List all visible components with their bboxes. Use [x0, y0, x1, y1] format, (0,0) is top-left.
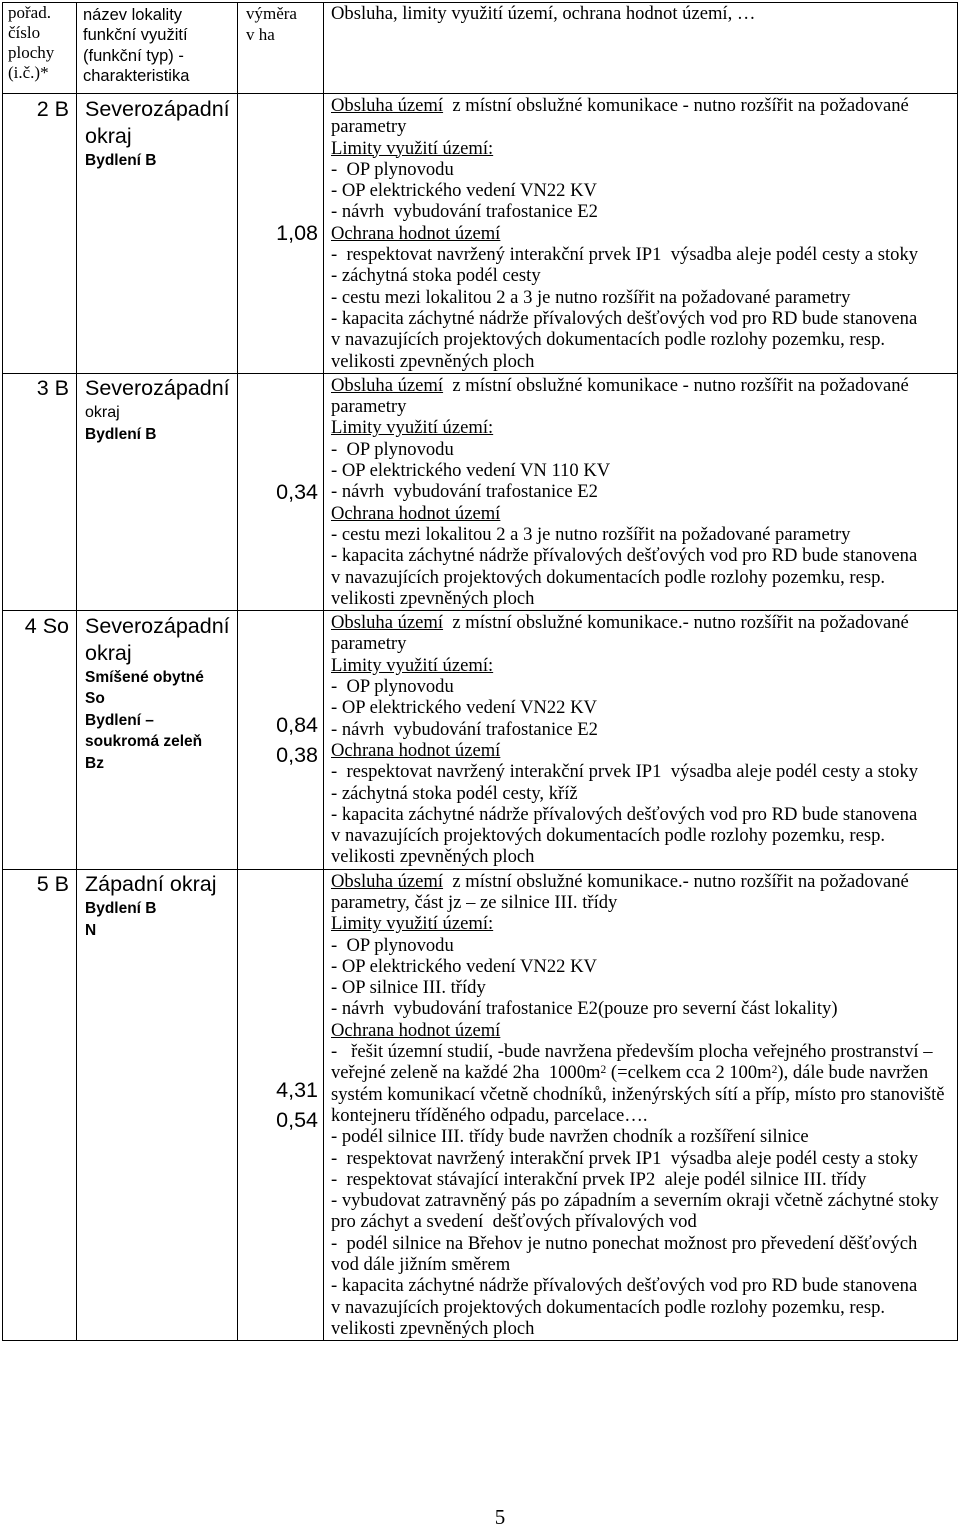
note-heading: Ochrana hodnot území — [331, 502, 501, 524]
note-line — [331, 719, 953, 740]
header-plot-number — [3, 3, 77, 93]
header-line: číslo — [8, 23, 41, 42]
locality-name: okraj — [85, 640, 132, 665]
header-line: výměra — [246, 4, 297, 23]
note-line — [331, 503, 953, 524]
note-line — [331, 892, 953, 913]
table-body — [3, 94, 957, 1340]
note-heading: Obsluha území — [331, 870, 444, 892]
locality-name: Severozápadní — [85, 96, 230, 121]
header-line: název lokality — [83, 6, 183, 24]
plot-number-cell — [3, 94, 77, 373]
table-row — [3, 94, 957, 374]
note-line — [331, 1084, 953, 1105]
area-value: 0,54 — [276, 1107, 318, 1132]
note-text: - cestu mezi lokalitou 2 a 3 je nutno rozšířit na požadované parametry — [331, 523, 851, 545]
note-text: parametry — [331, 116, 407, 138]
note-text: - OP elektrického vedení VN22 KV — [331, 955, 597, 977]
note-text: - kapacita záchytné nádrže přívalových dešťových vod pro RD bude stanovena — [331, 1275, 918, 1297]
note-line — [331, 1190, 953, 1211]
note-text: - kapacita záchytné nádrže přívalových dešťových vod pro RD bude stanovena — [331, 545, 918, 567]
note-line — [331, 1233, 953, 1254]
note-text: - OP elektrického vedení VN 110 KV — [331, 460, 611, 482]
note-text: z místní obslužné komunikace.- nutno rozšířit na požadované — [443, 870, 909, 892]
area-value: 1,08 — [276, 221, 318, 246]
locality-name: okraj — [85, 123, 132, 148]
note-text: - OP plynovodu — [331, 934, 454, 956]
note-line — [331, 977, 953, 998]
note-text: vod dále jižním směrem — [331, 1254, 511, 1276]
note-text: - kapacita záchytné nádrže přívalových dešťových vod pro RD bude stanovena — [331, 307, 918, 329]
note-line — [331, 329, 953, 350]
note-line — [331, 761, 953, 782]
note-text: - řešit územní studií, -bude navržena především plocha veřejného prostranství – — [331, 1041, 933, 1063]
note-line — [331, 913, 953, 934]
note-text: - podél silnice na Břehov je nutno ponechat možnost pro převedení děšťových — [331, 1232, 918, 1254]
functional-type: Bydlení B — [85, 425, 157, 443]
note-text: - návrh vybudování trafostanice E2 — [331, 718, 598, 740]
table-row — [3, 870, 957, 1341]
plot-number: 3 B — [36, 376, 69, 401]
table-row — [3, 374, 957, 611]
note-line — [331, 804, 953, 825]
notes-cell — [324, 611, 957, 869]
note-line — [331, 655, 953, 676]
functional-type: So — [85, 690, 105, 708]
note-line — [331, 351, 953, 372]
functional-type: Bydlení B — [85, 900, 157, 918]
locality-cell — [77, 374, 238, 610]
note-text: - OP silnice III. třídy — [331, 977, 486, 999]
note-text: - respektovat navržený interakční prvek IP1 výsadba aleje podél cesty a stoky — [331, 1147, 919, 1169]
header-line: (i.č.)* — [8, 63, 49, 82]
note-text: z místní obslužné komunikace - nutno rozšířit na požadované — [443, 95, 909, 116]
note-line — [331, 265, 953, 286]
header-area — [238, 3, 324, 93]
header-line: pořad. — [8, 3, 51, 22]
header-line: funkční využití — [83, 26, 188, 45]
note-text: z místní obslužné komunikace - nutno rozšířit na požadované — [443, 374, 909, 396]
note-text: parametry — [331, 633, 407, 655]
note-line — [331, 567, 953, 588]
note-text: - respektovat navržený interakční prvek IP1 výsadba aleje podél cesty a stoky — [331, 244, 919, 266]
note-text: v navazujících projektových dokumentacích podle rozlohy pozemku, resp. — [331, 825, 886, 847]
note-text: veřejné zeleně na každé 2ha 1000m — [331, 1062, 601, 1084]
note-line — [331, 871, 953, 892]
note-line — [331, 633, 953, 654]
note-text: systém komunikací včetně chodníků, inženýrských sítí a příp, místo pro stanoviště — [331, 1083, 945, 1105]
note-line — [331, 676, 953, 697]
locality-name: okraj — [85, 404, 120, 422]
locality-cell — [77, 870, 238, 1341]
note-line — [331, 956, 953, 977]
functional-type: Smíšené obytné — [85, 668, 204, 686]
note-text: - vybudovat zatravněný pás po západním a severním okraji včetně záchytné stoky — [331, 1190, 939, 1212]
note-line — [331, 460, 953, 481]
note-text: velikosti zpevněných ploch — [331, 846, 535, 868]
note-text: - návrh vybudování trafostanice E2 — [331, 481, 598, 503]
locality-cell — [77, 94, 238, 373]
note-line — [331, 935, 953, 956]
header-line: Obsluha, limity využití území, ochrana hodnot území, … — [331, 3, 756, 24]
functional-type: N — [85, 921, 97, 939]
area-cell — [238, 611, 324, 869]
note-text: v navazujících projektových dokumentacích podle rozlohy pozemku, resp. — [331, 329, 886, 351]
note-line — [331, 180, 953, 201]
note-text: velikosti zpevněných ploch — [331, 587, 535, 609]
area-value: 0,34 — [276, 479, 318, 504]
header-line: plochy — [8, 43, 55, 62]
functional-type: Bydlení – — [85, 711, 154, 729]
locality-name: Severozápadní — [85, 613, 230, 638]
note-text: v navazujících projektových dokumentacích podle rozlohy pozemku, resp. — [331, 1296, 886, 1318]
plot-number: 5 B — [36, 872, 69, 897]
note-text: - respektovat stávající interakční prvek IP2 aleje podél silnice III. třídy — [331, 1168, 867, 1190]
locality-name: Severozápadní — [85, 376, 230, 401]
header-line: charakteristika — [83, 66, 190, 85]
note-heading: Obsluha území — [331, 612, 444, 634]
note-text: - OP plynovodu — [331, 676, 454, 698]
functional-type: Bz — [85, 754, 104, 772]
notes-cell — [324, 374, 957, 610]
note-heading: Obsluha území — [331, 95, 444, 116]
note-line — [331, 825, 953, 846]
area-value: 0,38 — [276, 742, 318, 767]
note-text: - OP plynovodu — [331, 158, 454, 180]
plot-number-cell — [3, 870, 77, 1341]
note-line — [331, 308, 953, 329]
header-notes — [324, 3, 957, 93]
note-line — [331, 1297, 953, 1318]
note-line — [331, 1148, 953, 1169]
plot-number-cell — [3, 374, 77, 610]
note-line — [331, 375, 953, 396]
page-number: 5 — [494, 1505, 506, 1529]
note-text: - záchytná stoka podél cesty, kříž — [331, 782, 578, 804]
note-text: - kapacita záchytné nádrže přívalových dešťových vod pro RD bude stanovena — [331, 803, 918, 825]
area-value: 0,84 — [276, 712, 318, 737]
note-line — [331, 244, 953, 265]
note-line — [331, 159, 953, 180]
note-line — [331, 588, 953, 609]
note-text: v navazujících projektových dokumentacích podle rozlohy pozemku, resp. — [331, 566, 886, 588]
note-line — [331, 1062, 953, 1083]
note-text: - OP elektrického vedení VN22 KV — [331, 180, 597, 202]
note-line — [331, 740, 953, 761]
note-line — [331, 524, 953, 545]
area-cell — [238, 870, 324, 1341]
note-text: - OP plynovodu — [331, 438, 454, 460]
note-line — [331, 396, 953, 417]
note-line — [331, 116, 953, 137]
note-text: ), dále bude navržen — [777, 1062, 929, 1084]
note-line — [331, 846, 953, 867]
note-text: kontejneru tříděného odpadu, parcelace…. — [331, 1104, 648, 1126]
functional-type: soukromá zeleň — [85, 733, 203, 751]
header-locality — [77, 3, 238, 93]
note-line — [331, 1169, 953, 1190]
note-text: parametry, část jz – ze silnice III. třídy — [331, 891, 618, 913]
locality-name: Západní okraj — [85, 872, 217, 897]
note-heading: Obsluha území — [331, 374, 444, 396]
note-heading: Ochrana hodnot území — [331, 1019, 501, 1041]
note-line — [331, 95, 953, 116]
note-text: - cestu mezi lokalitou 2 a 3 je nutno rozšířit na požadované parametry — [331, 286, 851, 308]
plot-number: 4 So — [24, 613, 69, 638]
superscript: 2 — [600, 1063, 607, 1076]
superscript: 2 — [771, 1063, 778, 1076]
note-line — [331, 223, 953, 244]
plot-number: 2 B — [36, 96, 69, 121]
functional-type: Bydlení B — [85, 151, 157, 169]
note-line — [331, 998, 953, 1019]
note-line — [331, 1126, 953, 1147]
note-line — [331, 545, 953, 566]
note-line — [331, 1318, 953, 1339]
locality-cell — [77, 611, 238, 869]
note-text: (=celkem cca 2 100m — [606, 1062, 772, 1084]
note-line — [331, 1041, 953, 1062]
note-text: parametry — [331, 396, 407, 418]
note-text: pro záchyt a svedení dešťových přívalových vod — [331, 1211, 697, 1233]
note-line — [331, 1105, 953, 1126]
note-heading: Limity využití území: — [331, 654, 494, 676]
header-line: (funkční typ) - — [83, 46, 184, 65]
area-value: 4,31 — [276, 1077, 318, 1102]
note-text: velikosti zpevněných ploch — [331, 350, 535, 372]
note-text: velikosti zpevněných ploch — [331, 1317, 535, 1339]
notes-cell — [324, 870, 957, 1341]
note-line — [331, 783, 953, 804]
plot-number-cell — [3, 611, 77, 869]
note-line — [331, 1020, 953, 1041]
notes-cell — [324, 94, 957, 373]
note-text: - respektovat navržený interakční prvek IP1 výsadba aleje podél cesty a stoky — [331, 761, 919, 783]
note-line — [331, 697, 953, 718]
header-line: v ha — [246, 25, 275, 44]
note-line — [331, 1275, 953, 1296]
note-line — [331, 287, 953, 308]
note-text: - návrh vybudování trafostanice E2 — [331, 201, 598, 223]
note-line — [331, 1254, 953, 1275]
note-text: - OP elektrického vedení VN22 KV — [331, 697, 597, 719]
note-line — [331, 417, 953, 438]
note-text: - podél silnice III. třídy bude navržen chodník a rozšíření silnice — [331, 1126, 809, 1148]
note-line — [331, 1211, 953, 1232]
area-cell — [238, 374, 324, 610]
note-line — [331, 138, 953, 159]
note-text: - záchytná stoka podél cesty — [331, 265, 541, 287]
note-line — [331, 201, 953, 222]
note-text: z místní obslužné komunikace.- nutno rozšířit na požadované — [443, 612, 909, 634]
note-heading: Ochrana hodnot území — [331, 222, 501, 244]
table-header — [3, 3, 957, 94]
table-row — [3, 611, 957, 870]
note-text: - návrh vybudování trafostanice E2(pouze pro severní část lokality) — [331, 998, 838, 1020]
note-line — [331, 439, 953, 460]
note-heading: Limity využití území: — [331, 913, 494, 935]
note-heading: Limity využití území: — [331, 417, 494, 439]
regulation-table — [2, 2, 958, 1341]
note-line — [331, 612, 953, 633]
note-heading: Limity využití území: — [331, 137, 494, 159]
note-heading: Ochrana hodnot území — [331, 739, 501, 761]
area-cell — [238, 94, 324, 373]
note-line — [331, 481, 953, 502]
